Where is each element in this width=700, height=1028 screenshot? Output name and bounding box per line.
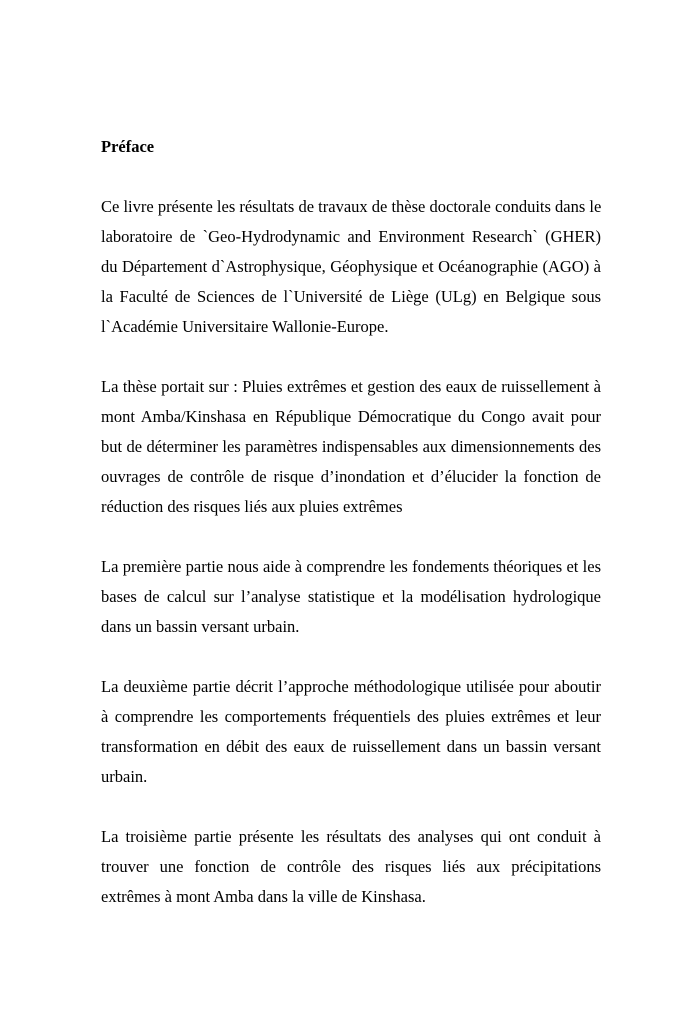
text-line: urbain.	[101, 767, 148, 786]
paragraph-part-three	[101, 822, 601, 912]
page-content	[101, 132, 601, 942]
text-line: La deuxième partie décrit l’approche méthodologique utilisée pour aboutir	[101, 677, 601, 696]
text-line: extrêmes à mont Amba dans la ville de Kinshasa.	[101, 887, 426, 906]
text-line: trouver une fonction de contrôle des risques liés aux précipitations	[101, 857, 601, 876]
page-title: Préface	[101, 137, 155, 156]
text-line: Ce livre présente les résultats de travaux de thèse doctorale conduits dans le	[101, 197, 602, 216]
text-line: du Département d`Astrophysique, Géophysique et Océanographie (AGO) à	[101, 257, 601, 276]
text-line: bases de calcul sur l’analyse statistique et la modélisation hydrologique	[101, 587, 601, 606]
text-line: l`Académie Universitaire Wallonie-Europe.	[101, 317, 389, 336]
text-line: La première partie nous aide à comprendre les fondements théoriques et les	[101, 557, 601, 576]
text-line: La thèse portait sur : Pluies extrêmes et gestion des eaux de ruissellement à	[101, 377, 601, 396]
text-line: la Faculté de Sciences de l`Université de Liège (ULg) en Belgique sous	[101, 287, 601, 306]
paragraph-part-two	[101, 672, 601, 792]
text-line: dans un bassin versant urbain.	[101, 617, 300, 636]
text-line: mont Amba/Kinshasa en République Démocratique du Congo avait pour	[101, 407, 601, 426]
text-line: laboratoire de `Geo-Hydrodynamic and Environment Research` (GHER)	[101, 227, 601, 246]
text-line: ouvrages de contrôle de risque d’inondation et d’élucider la fonction de	[101, 467, 601, 486]
paragraph-intro	[101, 192, 601, 342]
paragraph-part-one	[101, 552, 601, 642]
text-line: à comprendre les comportements fréquentiels des pluies extrêmes et leur	[101, 707, 601, 726]
paragraph-thesis	[101, 372, 601, 522]
text-line: La troisième partie présente les résultats des analyses qui ont conduit à	[101, 827, 601, 846]
text-line: réduction des risques liés aux pluies extrêmes	[101, 497, 403, 516]
text-line: but de déterminer les paramètres indispensables aux dimensionnements des	[101, 437, 601, 456]
text-line: transformation en débit des eaux de ruissellement dans un bassin versant	[101, 737, 601, 756]
